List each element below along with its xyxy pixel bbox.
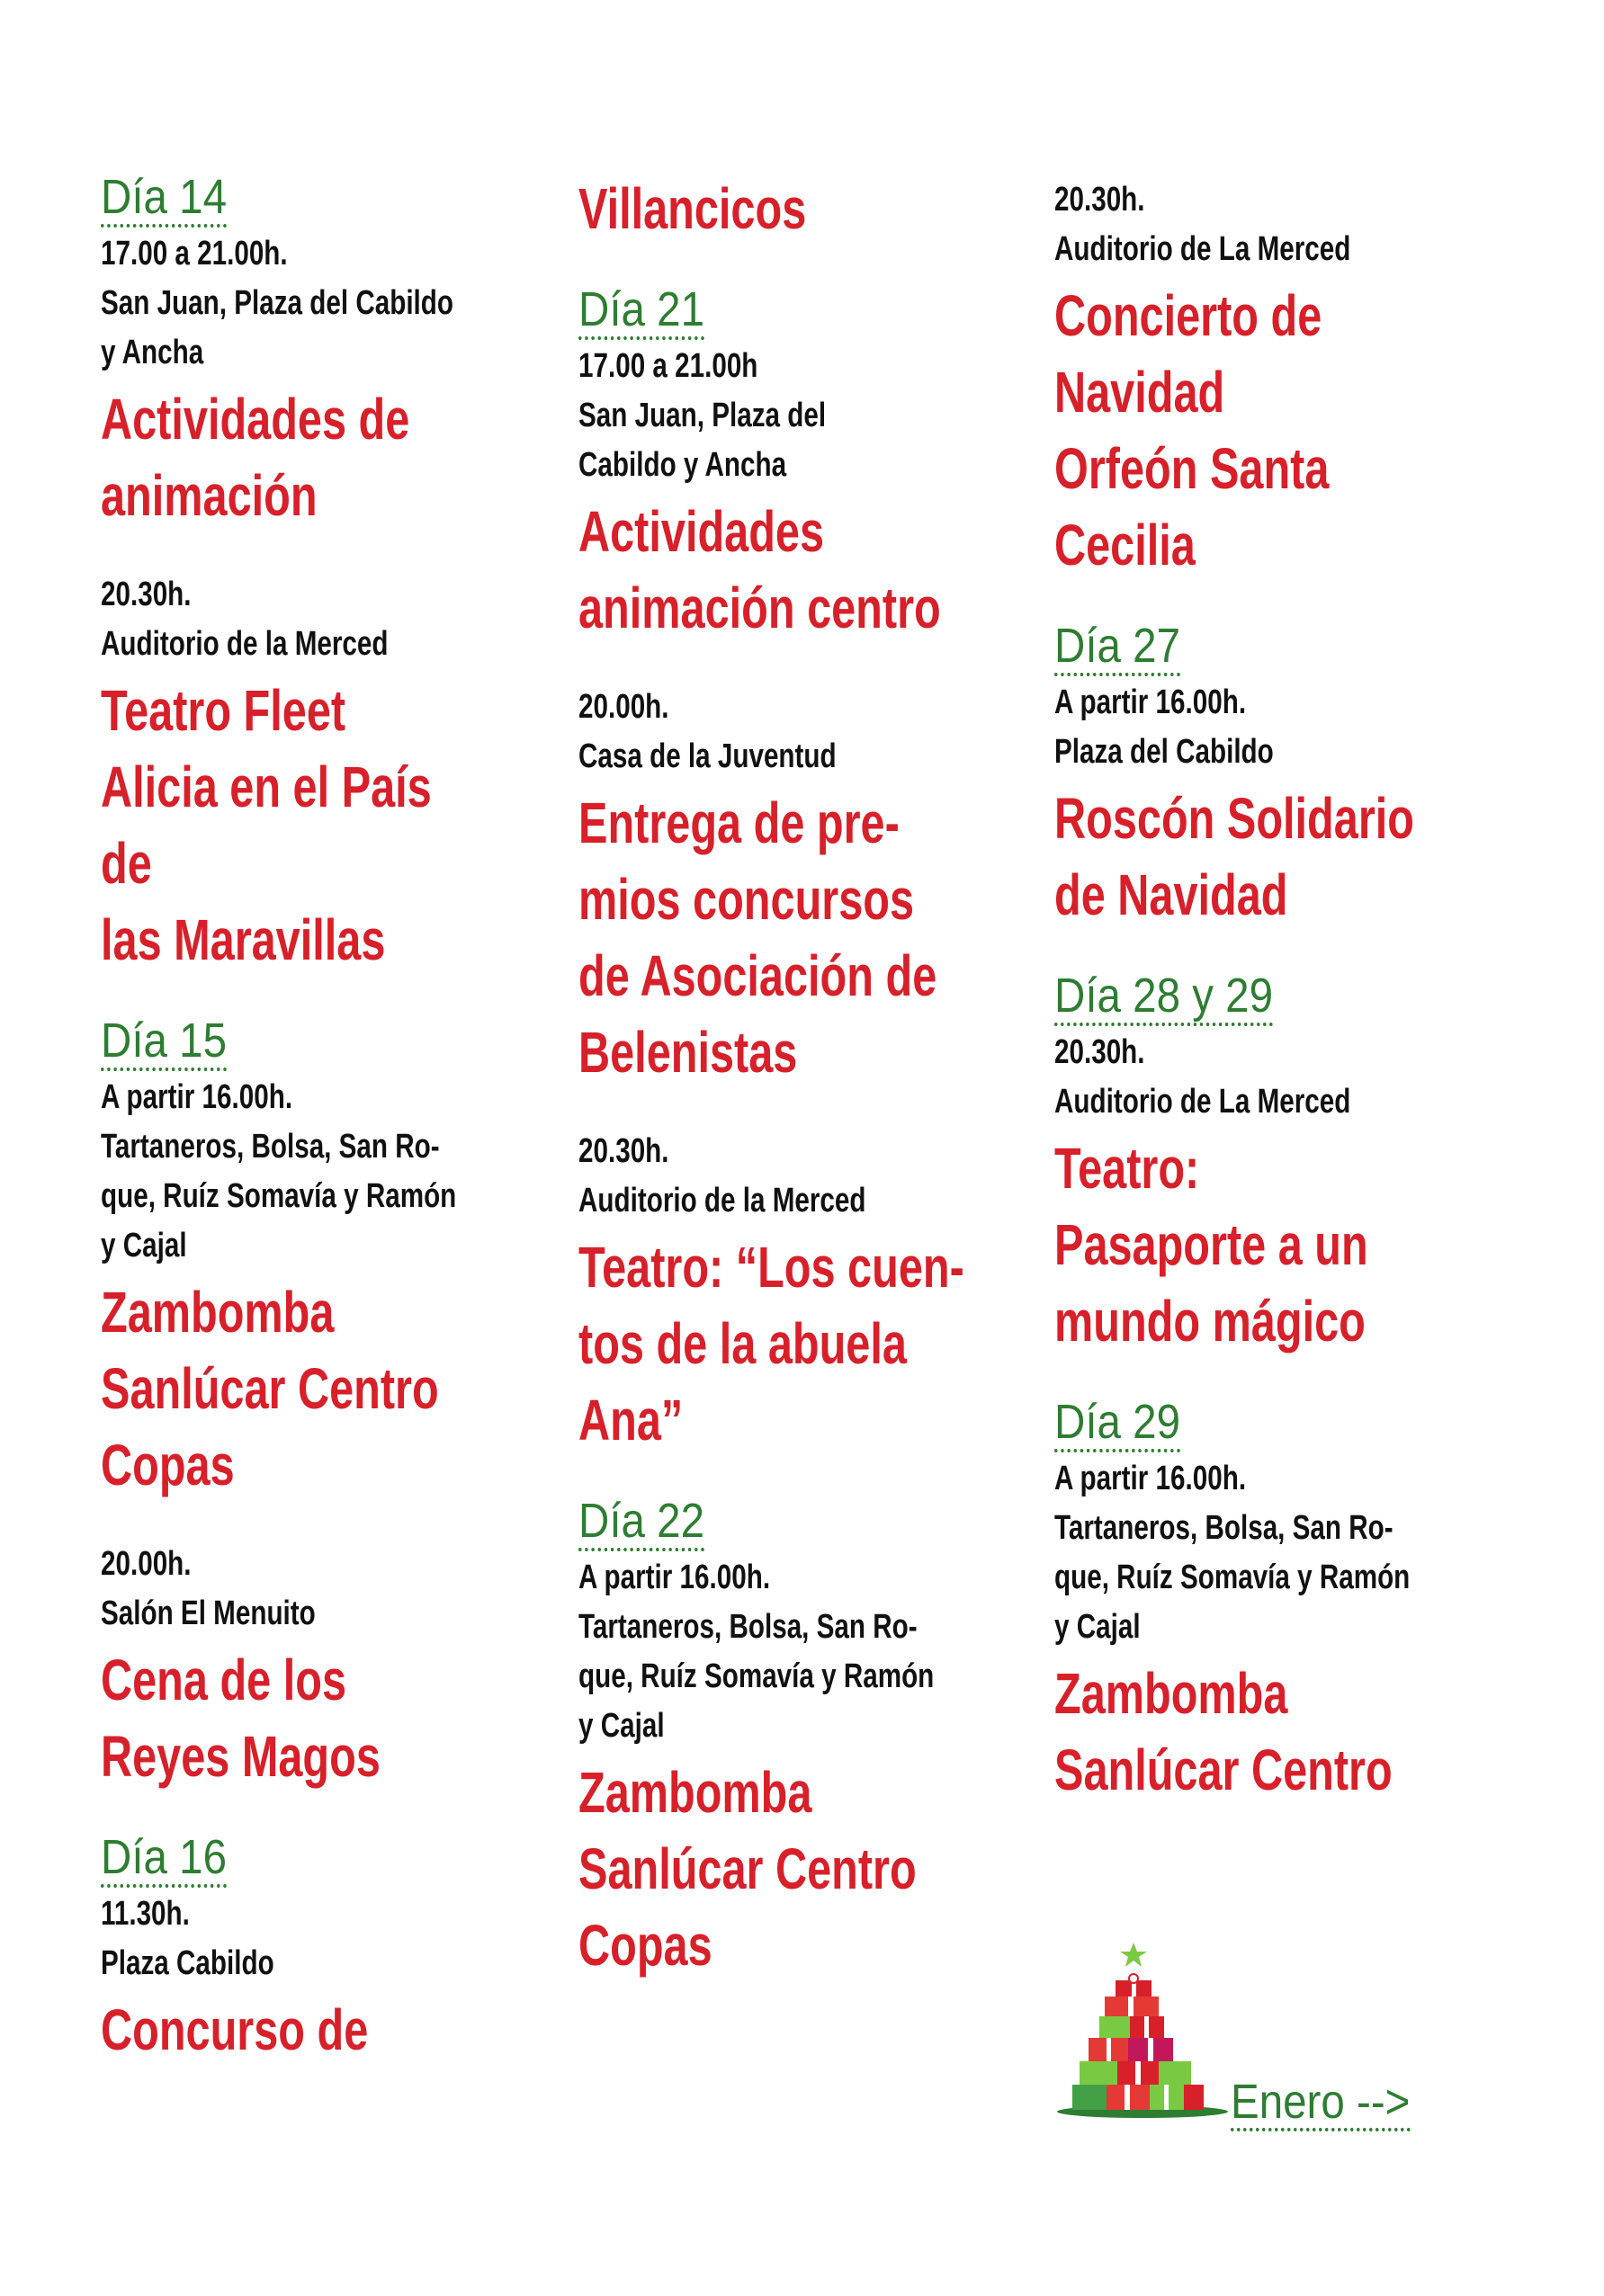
event-info: A partir 16.00h. Plaza del Cabildo: [1054, 683, 1274, 771]
event-day: Día 21: [578, 283, 704, 340]
event-info: 20.00h. Salón El Menuito: [101, 1545, 316, 1632]
event-entry: [101, 1540, 524, 1795]
event-day: Día 29: [1054, 1396, 1180, 1452]
event-day: Día 22: [578, 1495, 704, 1551]
event-title: Roscón Solidario de Navidad: [1054, 786, 1414, 927]
event-info: 17.00 a 21.00h San Juan, Plaza del Cabildo y Ancha: [578, 347, 827, 484]
event-title: Actividades animación centro: [578, 499, 941, 640]
event-entry: [1054, 969, 1486, 1360]
event-entry: [1054, 175, 1486, 584]
column-2: [578, 171, 1001, 2020]
event-info: A partir 16.00h. Tartaneros, Bolsa, San Ro- que, Ruíz Somavía y Ramón y Cajal: [101, 1078, 457, 1264]
column-1: [101, 171, 524, 2104]
event-day: Día 27: [1054, 620, 1180, 676]
event-info: 20.30h. Auditorio de La Merced: [1054, 1033, 1351, 1121]
event-info: 11.30h. Plaza Cabildo: [101, 1895, 274, 1982]
event-info: A partir 16.00h. Tartaneros, Bolsa, San Ro- que, Ruíz Somavía y Ramón y Cajal: [578, 1559, 935, 1745]
event-title: Entrega de pre- mios concursos de Asociación de Belenistas: [578, 791, 937, 1085]
event-info: 20.30h. Auditorio de la Merced: [101, 576, 389, 663]
event-title: Teatro Fleet Alicia en el País de las Maravillas: [101, 678, 432, 972]
event-entry: [1054, 620, 1486, 934]
event-title: Zambomba Sanlúcar Centro: [1054, 1661, 1393, 1802]
event-entry: [578, 1127, 1001, 1459]
event-title: Teatro: Pasaporte a un mundo mágico: [1054, 1136, 1368, 1353]
event-day: Día 15: [101, 1014, 227, 1071]
event-entry: [101, 1014, 524, 1504]
event-info: 20.30h. Auditorio de La Merced: [1054, 181, 1351, 268]
event-day: Día 16: [101, 1831, 227, 1888]
event-title: Teatro: “Los cuen- tos de la abuela Ana”: [578, 1235, 964, 1452]
column-3: [1054, 175, 1486, 1845]
event-info: 20.30h. Auditorio de la Merced: [578, 1132, 866, 1219]
event-entry: [101, 570, 524, 978]
event-title: Villancicos: [578, 176, 807, 241]
event-title: Zambomba Sanlúcar Centro Copas: [101, 1280, 439, 1497]
event-entry: [578, 1495, 1001, 1984]
event-entry: [1054, 1396, 1486, 1809]
event-entry: [578, 683, 1001, 1091]
event-day: Día 14: [101, 171, 227, 228]
event-entry: [101, 1831, 524, 2068]
event-info: 20.00h. Casa de la Juventud: [578, 688, 837, 775]
event-entry: [578, 171, 1001, 247]
gift-tree-icon: [1053, 1943, 1232, 2122]
event-day: Día 28 y 29: [1054, 969, 1273, 1026]
event-entry: [101, 171, 524, 534]
event-info: 17.00 a 21.00h. San Juan, Plaza del Cabildo y Ancha: [101, 235, 454, 371]
event-entry: [578, 283, 1001, 647]
event-title: Concierto de Navidad Orfeón Santa Cecilia: [1054, 283, 1330, 577]
event-info: A partir 16.00h. Tartaneros, Bolsa, San Ro- que, Ruíz Somavía y Ramón y Cajal: [1054, 1460, 1411, 1646]
page-footer: [1053, 1943, 1430, 2129]
event-title: Concurso de: [101, 1997, 369, 2062]
event-title: Actividades de animación: [101, 387, 410, 528]
event-title: Cena de los Reyes Magos: [101, 1648, 381, 1789]
event-title: Zambomba Sanlúcar Centro Copas: [578, 1760, 917, 1978]
next-month-link[interactable]: Enero -->: [1231, 2076, 1410, 2131]
